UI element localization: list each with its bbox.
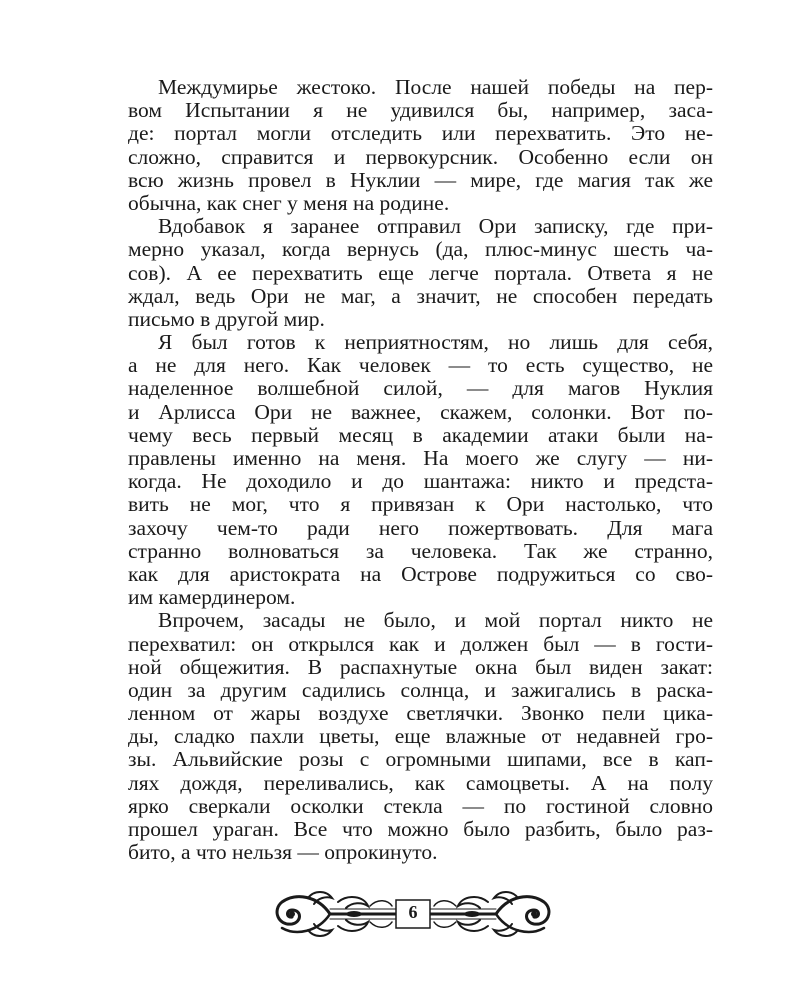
text-line: захочу чем-то ради него пожертвовать. Для мага — [128, 515, 713, 540]
text-line: ды, сладко пахли цветы, еще влажные от недавней гро- — [128, 724, 713, 749]
text-line: ленном от жары воздухе светлячки. Звонко пели цика- — [128, 701, 713, 726]
page-number: 6 — [408, 902, 418, 922]
text-line: как для аристократа на Острове подружиться со сво- — [128, 561, 713, 586]
text-line: Я был готов к неприятностям, но лишь для себя, — [158, 330, 713, 355]
text-line: ярко сверкали осколки стекла — по гостиной словно — [128, 793, 713, 818]
text-line: наделенное волшебной силой, — для магов Нуклия — [128, 376, 713, 401]
text-line: лях дождя, переливались, как самоцветы. А на полу — [128, 770, 713, 795]
text-line: вом Испытании я не удивился бы, например, заса- — [128, 98, 713, 123]
text-line: а не для него. Как человек — то есть существо, не — [128, 353, 713, 378]
text-line: один за другим садились солнца, и зажигались в раска- — [128, 677, 713, 702]
text-line: зы. Альвийские розы с огромными шипами, все в кап- — [128, 747, 713, 772]
text-line: вить не мог, что я привязан к Ори настолько, что — [128, 492, 713, 517]
text-line: ждал, ведь Ори не маг, а значит, не способен передать — [128, 283, 713, 308]
text-line: правлены именно на меня. На моего же слугу — ни- — [128, 446, 713, 470]
text-line: Междумирье жестоко. После нашей победы на пер- — [158, 75, 713, 99]
text-line: всю жизнь провел в Нуклии — мире, где магия так же — [128, 167, 713, 192]
text-line: перехватил: он открылся как и должен был — в гости- — [128, 631, 713, 656]
text-line: Вдобавок я заранее отправил Ори записку, где при- — [158, 214, 713, 239]
body-text — [128, 76, 713, 864]
text-line: ной общежития. В распахнутые окна был виден закат: — [128, 654, 713, 679]
text-line: обычна, как снег у меня на родине. — [128, 190, 450, 215]
text-line: мерно указал, когда вернусь (да, плюс-минус шесть ча- — [128, 237, 713, 262]
text-line: чему весь первый месяц в академии атаки были на- — [128, 422, 713, 447]
text-line: Впрочем, засады не было, и мой портал никто не — [158, 608, 713, 633]
text-line: странно волноваться за человека. Так же странно, — [128, 538, 713, 563]
page-footer-ornament — [268, 884, 558, 944]
text-line: сложно, справится и первокурсник. Особенно если он — [128, 144, 713, 169]
text-line: прошел ураган. Все что можно было разбить, было раз- — [128, 817, 713, 841]
text-line: когда. Не доходило и до шантажа: никто и предста- — [128, 469, 713, 494]
text-line: бито, а что нельзя — опрокинуто. — [128, 840, 438, 865]
text-line: и Арлисса Ори не важнее, скажем, солонки. Вот по- — [128, 399, 713, 424]
text-line: де: портал могли отследить или перехватить. Это не- — [128, 121, 713, 146]
text-line: сов). А ее перехватить еще легче портала. Ответа я не — [128, 260, 713, 285]
text-line: письмо в другой мир. — [128, 306, 325, 331]
text-line: им камердинером. — [128, 585, 296, 610]
